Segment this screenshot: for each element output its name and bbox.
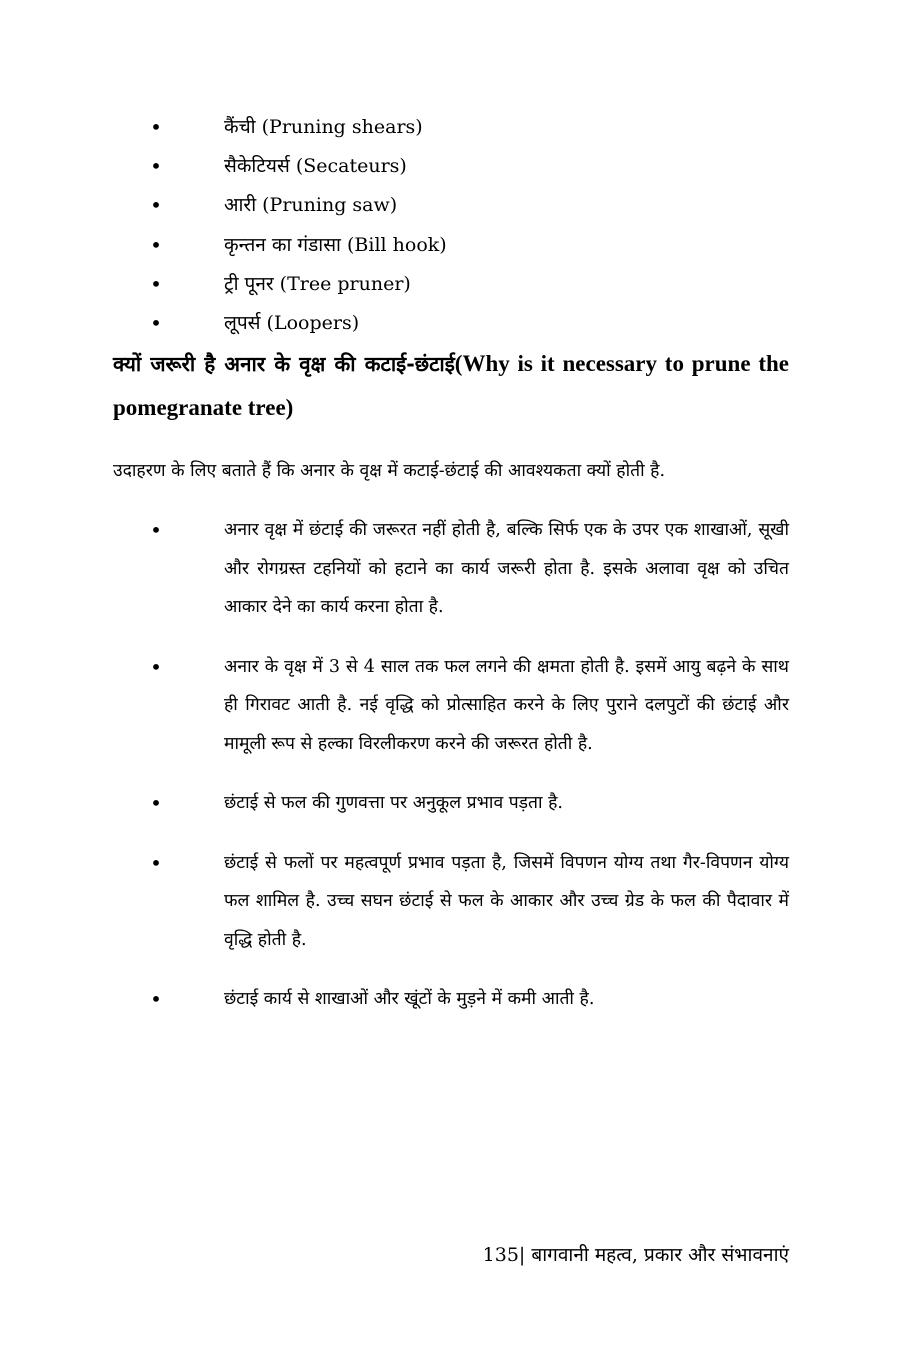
tool-name: कैंची (Pruning shears): [224, 116, 423, 138]
bullet-icon: •: [150, 654, 162, 679]
list-item: [0, 304, 900, 343]
list-item: [0, 511, 900, 627]
bullet-icon: •: [150, 271, 162, 296]
bullet-icon: •: [150, 850, 162, 875]
tool-name: ट्री पूनर (Tree pruner): [224, 272, 411, 295]
bullet-icon: •: [150, 791, 162, 815]
list-item: [0, 648, 900, 764]
reason-text: छंटाई से फल की गुणवत्ता पर अनुकूल प्रभाव पड़ता है.: [224, 793, 563, 813]
bullet-icon: •: [150, 310, 162, 335]
bullet-icon: •: [150, 193, 162, 218]
reason-text: अनार वृक्ष में छंटाई की जरूरत नहीं होती है, बल्कि सिर्फ एक के उपर एक शाखाओं, सूखी और रोगग्रस्त टहनियों को हटाने का कार्य जरूरी होता है. इसके अलावा वृक्ष को उचित आकार देने का कार्य करना होता है.: [224, 520, 789, 617]
section-heading-hindi: क्यों जरूरी है अनार के वृक्ष की कटाई-छंटाई: [113, 352, 455, 376]
page-footer: 135| बागवानी महत्व, प्रकार और संभावनाएं: [482, 1244, 789, 1266]
tool-name: आरी (Pruning saw): [224, 194, 398, 217]
intro-paragraph: उदाहरण के लिए बताते हैं कि अनार के वृक्ष में कटाई-छंटाई की आवश्यकता क्यों होती है.: [113, 461, 666, 481]
section-heading: [113, 342, 789, 430]
tool-name: लूपर्स (Loopers): [224, 311, 360, 334]
list-item: [0, 226, 900, 265]
section-heading-english: (Why is it necessary to prune the pomegranate tree): [113, 351, 789, 420]
pruning-reasons-list: [0, 511, 900, 1040]
bullet-icon: •: [150, 115, 162, 139]
tool-name: कृन्तन का गंडासा (Bill hook): [224, 233, 447, 256]
reason-text: अनार के वृक्ष में 3 से 4 साल तक फल लगने की क्षमता होती है. इसमें आयु बढ़ने के साथ ही गिरावट आती है. नई वृद्धि को प्रोत्साहित करने के लिए पुराने दलपुटों की छंटाई और मामूली रूप से हल्का विरलीकरण करने की जरूरत होती है.: [224, 656, 789, 754]
pruning-tools-list: [0, 108, 900, 343]
list-item: [0, 784, 900, 823]
tool-name: सैकेटियर्स (Secateurs): [224, 155, 407, 178]
reason-text: छंटाई से फलों पर महत्वपूर्ण प्रभाव पड़ता है, जिसमें विपणन योग्य तथा गैर-विपणन योग्य फल शामिल है. उच्च सघन छंटाई से फल के आकार और उच्च ग्रेड के फल की पैदावार में वृद्धि होती है.: [224, 852, 790, 950]
bullet-icon: •: [150, 987, 162, 1011]
list-item: [0, 186, 900, 225]
bullet-icon: •: [150, 154, 162, 179]
list-item: [0, 844, 900, 960]
bullet-icon: •: [150, 518, 162, 542]
reason-text: छंटाई कार्य से शाखाओं और खूंटों के मुड़ने में कमी आती है.: [224, 989, 595, 1009]
list-item: [0, 147, 900, 186]
list-item: [0, 980, 900, 1019]
bullet-icon: •: [150, 232, 162, 257]
list-item: [0, 265, 900, 304]
list-item: [0, 108, 900, 147]
